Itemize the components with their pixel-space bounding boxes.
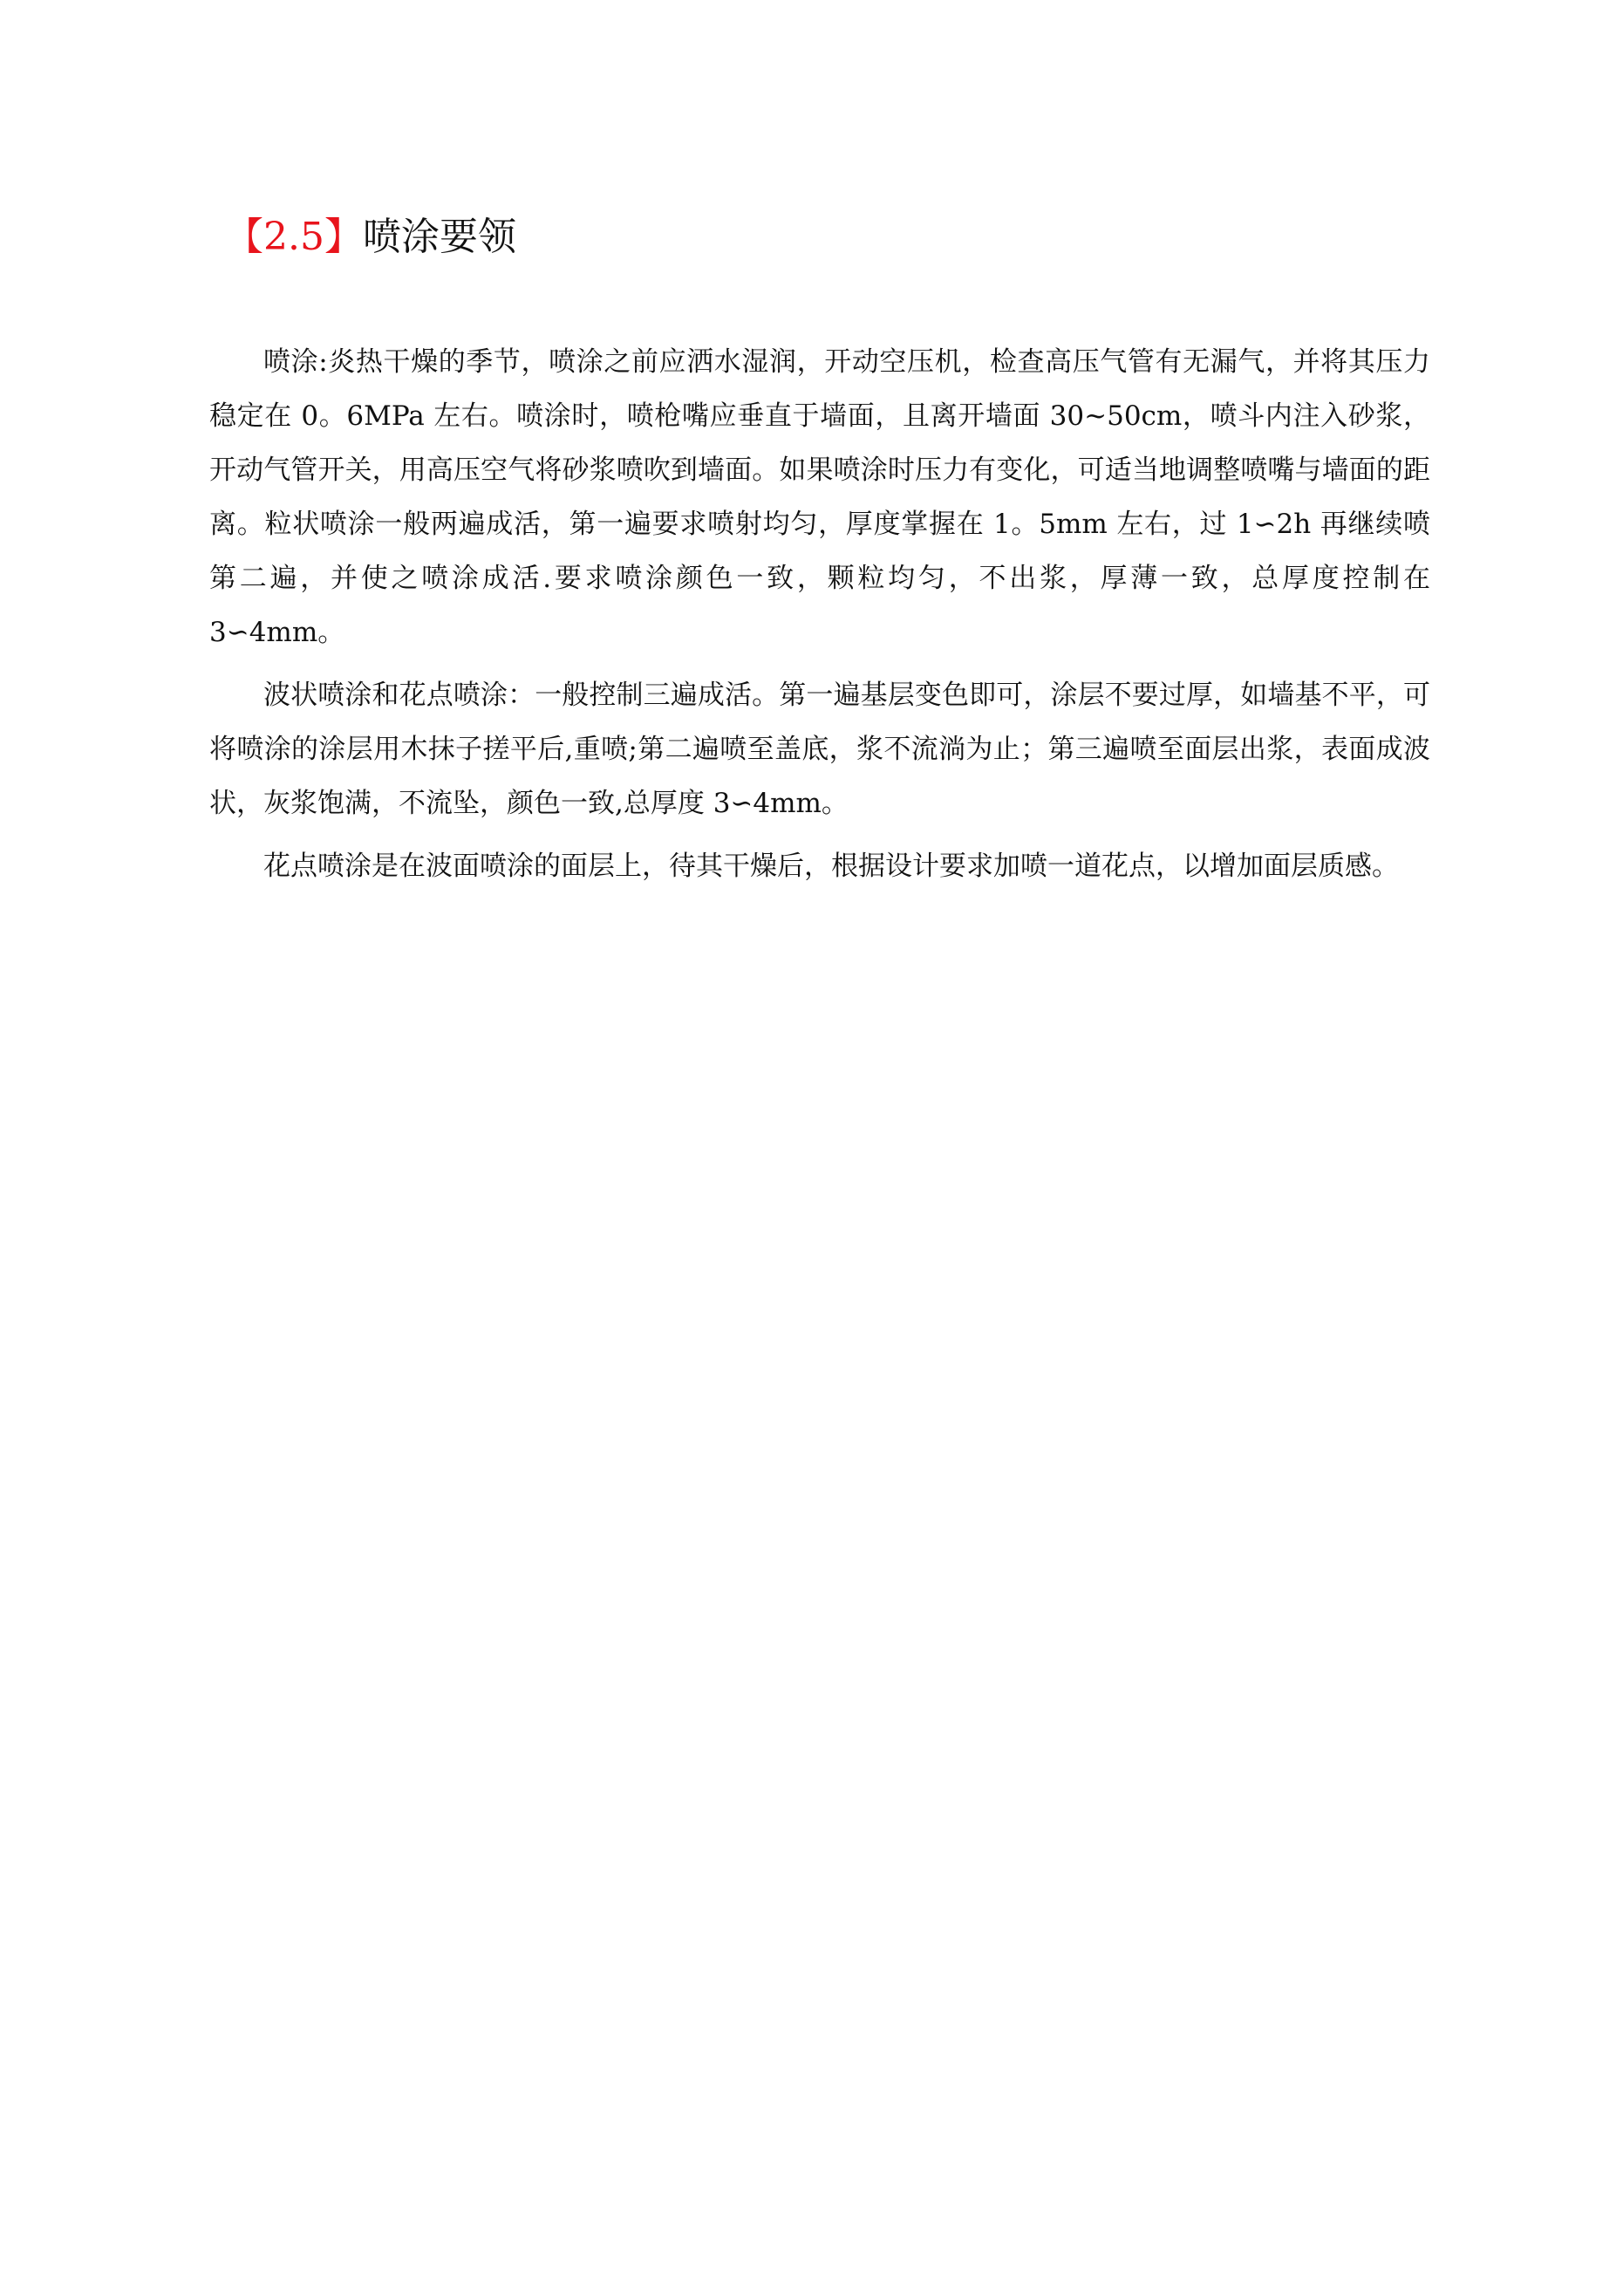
section-heading bbox=[225, 211, 516, 263]
paragraph-spraying-procedure: 喷涂:炎热干燥的季节，喷涂之前应洒水湿润，开动空压机，检查高压气管有无漏气，并将其压力稳定在 0。6MPa 左右。喷涂时，喷枪嘴应垂直于墙面，且离开墙面 30~50cm，喷斗内注入砂浆，开动气管开关，用高压空气将砂浆喷吹到墙面。如果喷涂时压力有变化，可适当地调整喷嘴与墙面的距离。粒状喷涂一般两遍成活，第一遍要求喷射均匀，厚度掌握在 1。5mm 左右，过 1∽2h 再继续喷第二遍，并使之喷涂成活.要求喷涂颜色一致，颗粒均匀，不出浆，厚薄一致，总厚度控制在 3∽4mm。 bbox=[209, 346, 1430, 648]
heading-bracket-open: 【 bbox=[225, 215, 263, 259]
paragraph-dot-spraying: 花点喷涂是在波面喷涂的面层上，待其干燥后，根据设计要求加喷一道花点，以增加面层质感。 bbox=[263, 851, 1399, 882]
paragraph-wave-and-dot-spraying: 波状喷涂和花点喷涂：一般控制三遍成活。第一遍基层变色即可，涂层不要过厚，如墙基不平，可将喷涂的涂层用木抹子搓平后,重喷;第二遍喷至盖底，浆不流淌为止；第三遍喷至面层出浆，表面成波状，灰浆饱满，不流坠，颜色一致,总厚度 3∽4mm。 bbox=[209, 680, 1430, 819]
section-number: 2.5 bbox=[263, 215, 324, 259]
section-title: 喷涂要领 bbox=[362, 215, 516, 259]
heading-bracket-close: 】 bbox=[324, 215, 363, 259]
body-text bbox=[209, 335, 1430, 902]
